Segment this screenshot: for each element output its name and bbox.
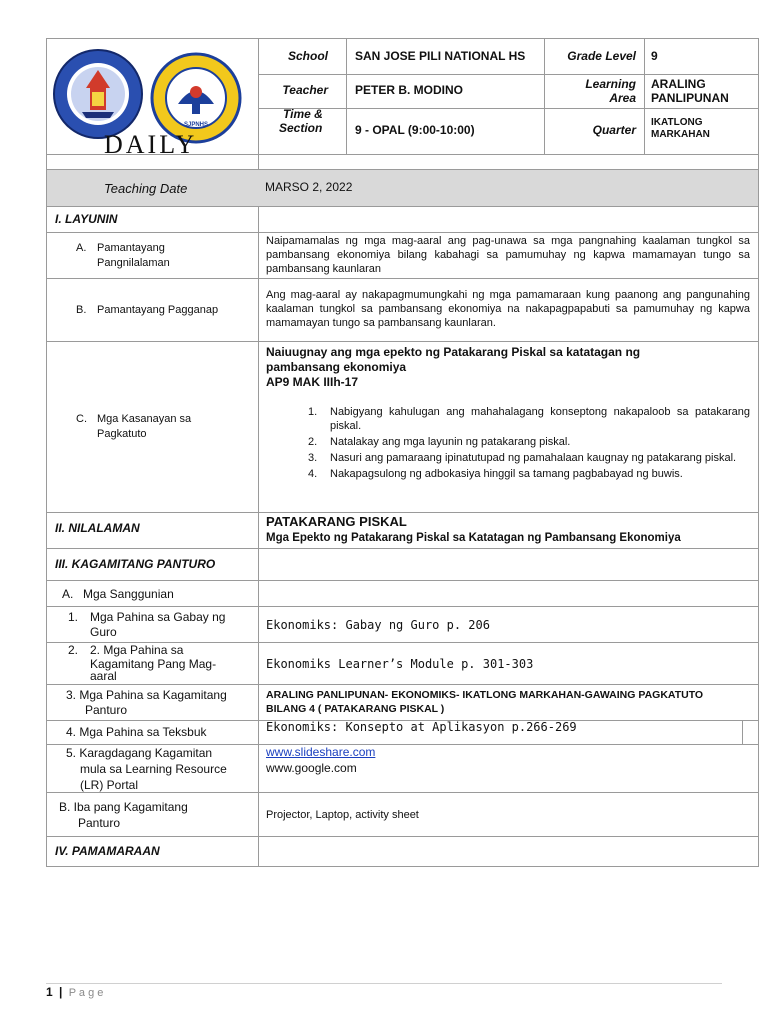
ref1-value: Ekonomiks: Gabay ng Guro p. 206 bbox=[266, 618, 490, 632]
school-label: School bbox=[287, 49, 328, 63]
layunin-c-label-1: Mga Kasanayan sa bbox=[97, 413, 192, 425]
ref5-label-2: mula sa Learning Resource bbox=[80, 762, 227, 776]
kasanayan-title: Naiuugnay ang mga epekto ng Patakarang Piskal sa katatagan ng pambansang ekonomiya bbox=[266, 345, 641, 374]
quarter-label: Quarter bbox=[592, 123, 636, 137]
kasanayan-code: AP9 MAK IIIh-17 bbox=[266, 375, 359, 389]
nilalaman-title: PATAKARANG PISKAL bbox=[266, 514, 407, 529]
grade-level-label: Grade Level bbox=[567, 49, 636, 63]
objective-item: 4. Nakapagsulong ng adbokasiya hinggil sa tamang pagbabayad ng buwis. bbox=[308, 468, 683, 480]
page-word: P a g e bbox=[68, 987, 104, 999]
pamamaraan-heading: IV. PAMAMARAAN bbox=[55, 844, 160, 858]
layunin-b-label: Pamantayang Pagganap bbox=[97, 304, 219, 316]
layunin-a-label-1: Pamantayang bbox=[97, 242, 165, 254]
ref1-label-1: Mga Pahina sa Gabay ng bbox=[90, 610, 226, 624]
teacher-label: Teacher bbox=[282, 83, 328, 97]
dll-title-partial: DAILY bbox=[104, 130, 198, 154]
learning-area-label-2: Area bbox=[609, 91, 636, 105]
iba-pang-label-2: Panturo bbox=[78, 816, 121, 830]
ref3-label-2: Panturo bbox=[85, 703, 128, 717]
ref4-label: 4. Mga Pahina sa Teksbuk bbox=[66, 725, 207, 739]
pamantayang-pangnilalaman-text: Naipamamalas ng mga mag-aaral ang pag-unawa sa mga pangnahing kaalaman tungkol sa pambansang ekonomiya bilang kabahagi sa pamumuhay ng kapwa mamamayan tungo sa pambansang kaunlaran bbox=[266, 235, 750, 275]
time-label-1: Time & bbox=[283, 107, 323, 121]
ref2-label-3: aaral bbox=[90, 669, 117, 683]
slideshare-link[interactable]: www.slideshare.com bbox=[266, 745, 376, 759]
nilalaman-heading: II. NILALAMAN bbox=[55, 521, 140, 535]
sanggunian-letter: A. bbox=[62, 587, 74, 601]
time-label-2: Section bbox=[279, 121, 323, 135]
iba-pang-label-1: B. Iba pang Kagamitang bbox=[59, 800, 188, 814]
ref5-label-3: (LR) Portal bbox=[80, 778, 139, 792]
kagamitan-heading: III. KAGAMITANG PANTURO bbox=[55, 557, 216, 571]
ref2-label-2: Kagamitang Pang Mag- bbox=[90, 657, 217, 671]
nilalaman-subtitle: Mga Epekto ng Patakarang Piskal sa Katatagan ng Pambansang Ekonomiya bbox=[266, 532, 681, 544]
sanggunian-label: Mga Sanggunian bbox=[83, 587, 174, 601]
ref3-value-1: ARALING PANLIPUNAN- EKONOMIKS- IKATLONG MARKAHAN-GAWAING PAGKATUTO bbox=[266, 689, 704, 701]
learning-area-label-1: Learning bbox=[585, 77, 636, 91]
layunin-a-letter: A. bbox=[76, 242, 87, 254]
layunin-heading: I. LAYUNIN bbox=[55, 212, 118, 226]
school-value: SAN JOSE PILI NATIONAL HS bbox=[355, 49, 526, 63]
teacher-value: PETER B. MODINO bbox=[355, 83, 464, 97]
time-section-value: 9 - OPAL (9:00-10:00) bbox=[355, 123, 475, 137]
svg-text:SJPNHS: SJPNHS bbox=[183, 122, 209, 128]
iba-pang-value: Projector, Laptop, activity sheet bbox=[266, 809, 419, 821]
ref1-label-2: Guro bbox=[90, 625, 117, 639]
page-footer bbox=[46, 985, 103, 1001]
quarter-value-2: MARKAHAN bbox=[651, 129, 710, 140]
learning-area-value-2: PANLIPUNAN bbox=[651, 91, 729, 105]
teaching-date-value: MARSO 2, 2022 bbox=[265, 180, 353, 194]
ref4-value: Ekonomiks: Konsepto at Aplikasyon p.266-269 bbox=[266, 720, 577, 734]
objective-item: 1. Nabigyang kahulugan ang mahahalagang konseptong nakapaloob sa patakarang piskal. bbox=[308, 406, 750, 432]
objective-item: 2. Natalakay ang mga layunin ng patakarang piskal. bbox=[308, 436, 571, 448]
grade-level-value: 9 bbox=[651, 49, 658, 63]
ref3-value-2: BILANG 4 ( PATAKARANG PISKAL ) bbox=[266, 703, 445, 715]
learning-area-value-1: ARALING bbox=[651, 77, 706, 91]
teaching-date-label: Teaching Date bbox=[104, 181, 188, 196]
layunin-b-letter: B. bbox=[76, 304, 87, 316]
objective-item: 3. Nasuri ang pamaraang ipinatutupad ng pamahalaan kaugnay ng patakarang piskal. bbox=[308, 452, 737, 464]
ref5-label-1: 5. Karagdagang Kagamitan bbox=[66, 746, 213, 760]
ref3-label-1: 3. Mga Pahina sa Kagamitang bbox=[66, 688, 227, 702]
layunin-c-label-2: Pagkatuto bbox=[97, 428, 147, 440]
deped-seal bbox=[52, 48, 144, 140]
ref2-num: 2. bbox=[68, 643, 79, 657]
objectives-list bbox=[308, 405, 750, 483]
layunin-a-label-2: Pangnilalaman bbox=[97, 257, 170, 269]
quarter-value-1: IKATLONG bbox=[651, 117, 703, 128]
layunin-c-letter: C. bbox=[76, 413, 87, 425]
page-sep: | bbox=[59, 985, 63, 999]
ref2-value: Ekonomiks Learner’s Module p. 301-303 bbox=[266, 657, 534, 671]
ref5-value-2: www.google.com bbox=[266, 761, 357, 775]
ref1-num: 1. bbox=[68, 610, 79, 624]
pamantayang-pagganap-text: Ang mag-aaral ay nakapagmumungkahi ng mga pamamaraan kung paanong ang pangunahing kaalaman tungkol sa pambansang ekonomiya na nakapagpapabuti sa pamumuhay ng kapwa mamamayan tungo sa pambansang kaunlaran. bbox=[266, 289, 750, 329]
ref2-label-1: 2. Mga Pahina sa bbox=[90, 643, 184, 657]
page-number: 1 bbox=[46, 985, 53, 999]
